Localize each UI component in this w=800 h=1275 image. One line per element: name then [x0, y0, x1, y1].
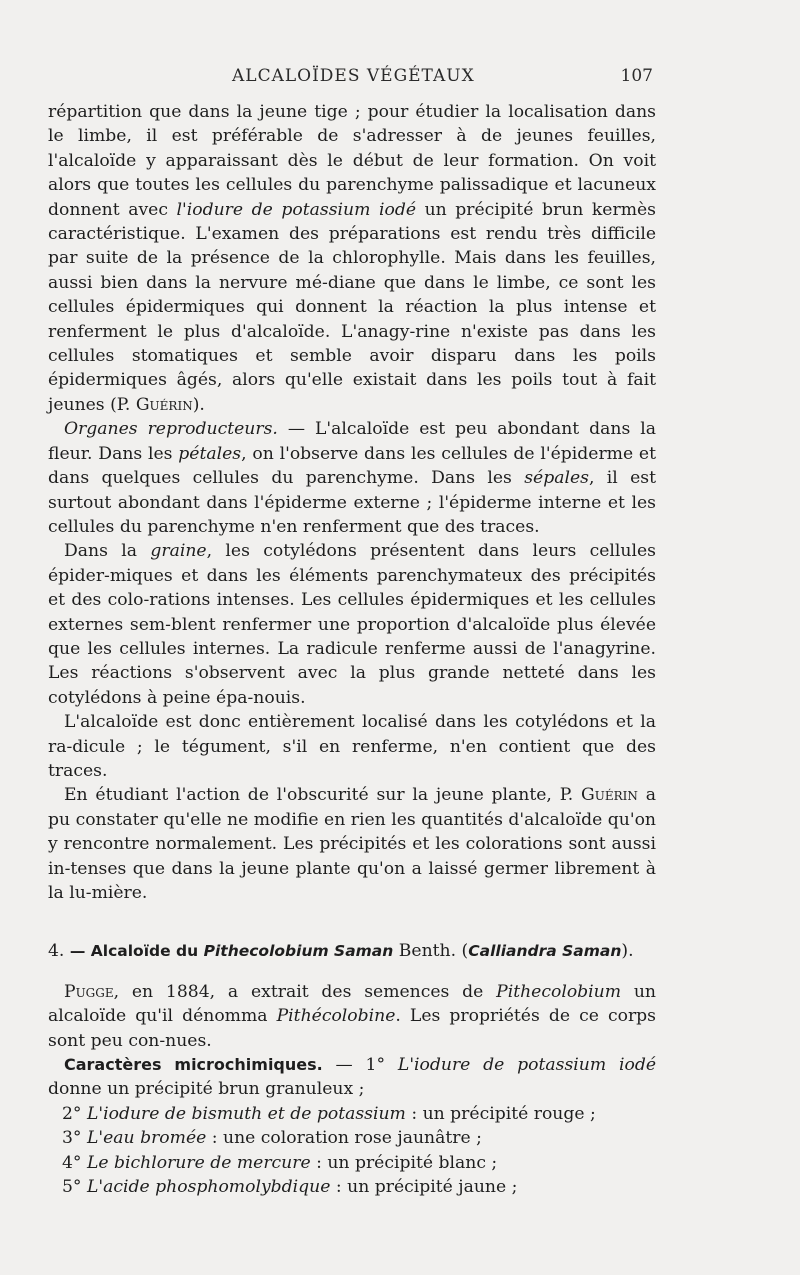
paragraph-conclusion-localisation: L'alcaloïde est donc entièrement localisé dans les cotylédons et la ra-dicule ; le tégument, s'il en renferme, n'en contient que des traces. [48, 712, 656, 781]
paragraph-pugge: Pugge, en 1884, a extrait des semences de Pithecolobium un alcaloïde qu'il dénomma Pithécolobine. Les propriétés de ce corps sont peu con-nues. [48, 981, 656, 1051]
paragraph-obscurite: En étudiant l'action de l'obscurité sur la jeune plante, P. Guérin a pu constater qu'elle ne modifie en rien les quantités d'alcaloïde qu'on y rencontre normalement. Les précipités et les colorations sont aussi in-tenses que dans la jeune plante qu'on a laissé germer librement à la lu-mière. [48, 785, 656, 903]
heading-synonym: Calliandra Saman [468, 942, 622, 961]
reaction-item-5: 5° L'acide phosphomolybdique : un précipité jaune ; [62, 1177, 518, 1198]
heading-species: Pithecolobium Saman [203, 942, 394, 961]
reaction-item-4: 4° Le bichlorure de mercure : un précipité blanc ; [62, 1152, 498, 1173]
subsection-label: Caractères microchimiques. [64, 1055, 323, 1075]
body-text [48, 100, 656, 1199]
paragraph-graine: Dans la graine, les cotylédons présentent dans leurs cellules épider-miques et dans les éléments parenchymateux des précipités et des colo-rations intenses. Les cellules épidermiques et les cellules externes sem-blent renfermer une proportion d'alcaloïde plus élevée que les cellules internes. La radicule renferme aussi de l'anagyrine. Les réactions s'observent avec la plus grande netteté dans les cotylédons à peine épa-nouis. [48, 541, 656, 708]
paragraph-organes-reproducteurs: Organes reproducteurs. — L'alcaloïde est peu abondant dans la fleur. Dans les pétales, on l'observe dans les cellules de l'épiderme et dans quelques cellules du parenchyme. Dans les sépales, il est surtout abondant dans l'épiderme externe ; l'épiderme interne et les cellules du parenchyme n'en renferment que des traces. [48, 419, 657, 537]
heading-author: Benth. [398, 941, 457, 962]
section-heading: 4. — Alcaloïde du Pithecolobium Saman Benth. (Calliandra Saman). [48, 941, 634, 962]
paragraph-caracteres-microchimiques: Caractères microchimiques. — 1° L'iodure de potassium iodé donne un précipité brun granuleux ; [48, 1055, 656, 1100]
page-header [0, 66, 800, 90]
reaction-item-2: 2° L'iodure de bismuth et de potassium : un précipité rouge ; [62, 1103, 596, 1124]
reaction-item-3: 3° L'eau bromée : une coloration rose jaunâtre ; [62, 1128, 482, 1149]
page-number: 107 [620, 66, 653, 86]
paragraph-localisation-limbe: répartition que dans la jeune tige ; pour étudier la localisation dans le limbe, il est préférable de s'adresser à de jeunes feuilles, l'alcaloïde y apparaissant dès le début de leur formation. On voit alors que toutes les cellules du parenchyme palissadique et lacuneux donnent avec l'iodure de potassium iodé un précipité brun kermès caractéristique. L'examen des préparations est rendu très difficile par suite de la présence de la chlorophylle. Mais dans les feuilles, aussi bien dans la nervure mé-diane que dans le limbe, ce sont les cellules épidermiques qui donnent la réaction la plus intense et renferment le plus d'alcaloïde. L'anagy-rine n'existe pas dans les cellules stomatiques et semble avoir disparu dans les poils épidermiques âgés, alors qu'elle existait dans les poils tout à fait jeunes (P. Guérin). [48, 102, 656, 415]
section-number: 4. [48, 941, 65, 962]
running-title: ALCALOÏDES VÉGÉTAUX [232, 66, 475, 86]
